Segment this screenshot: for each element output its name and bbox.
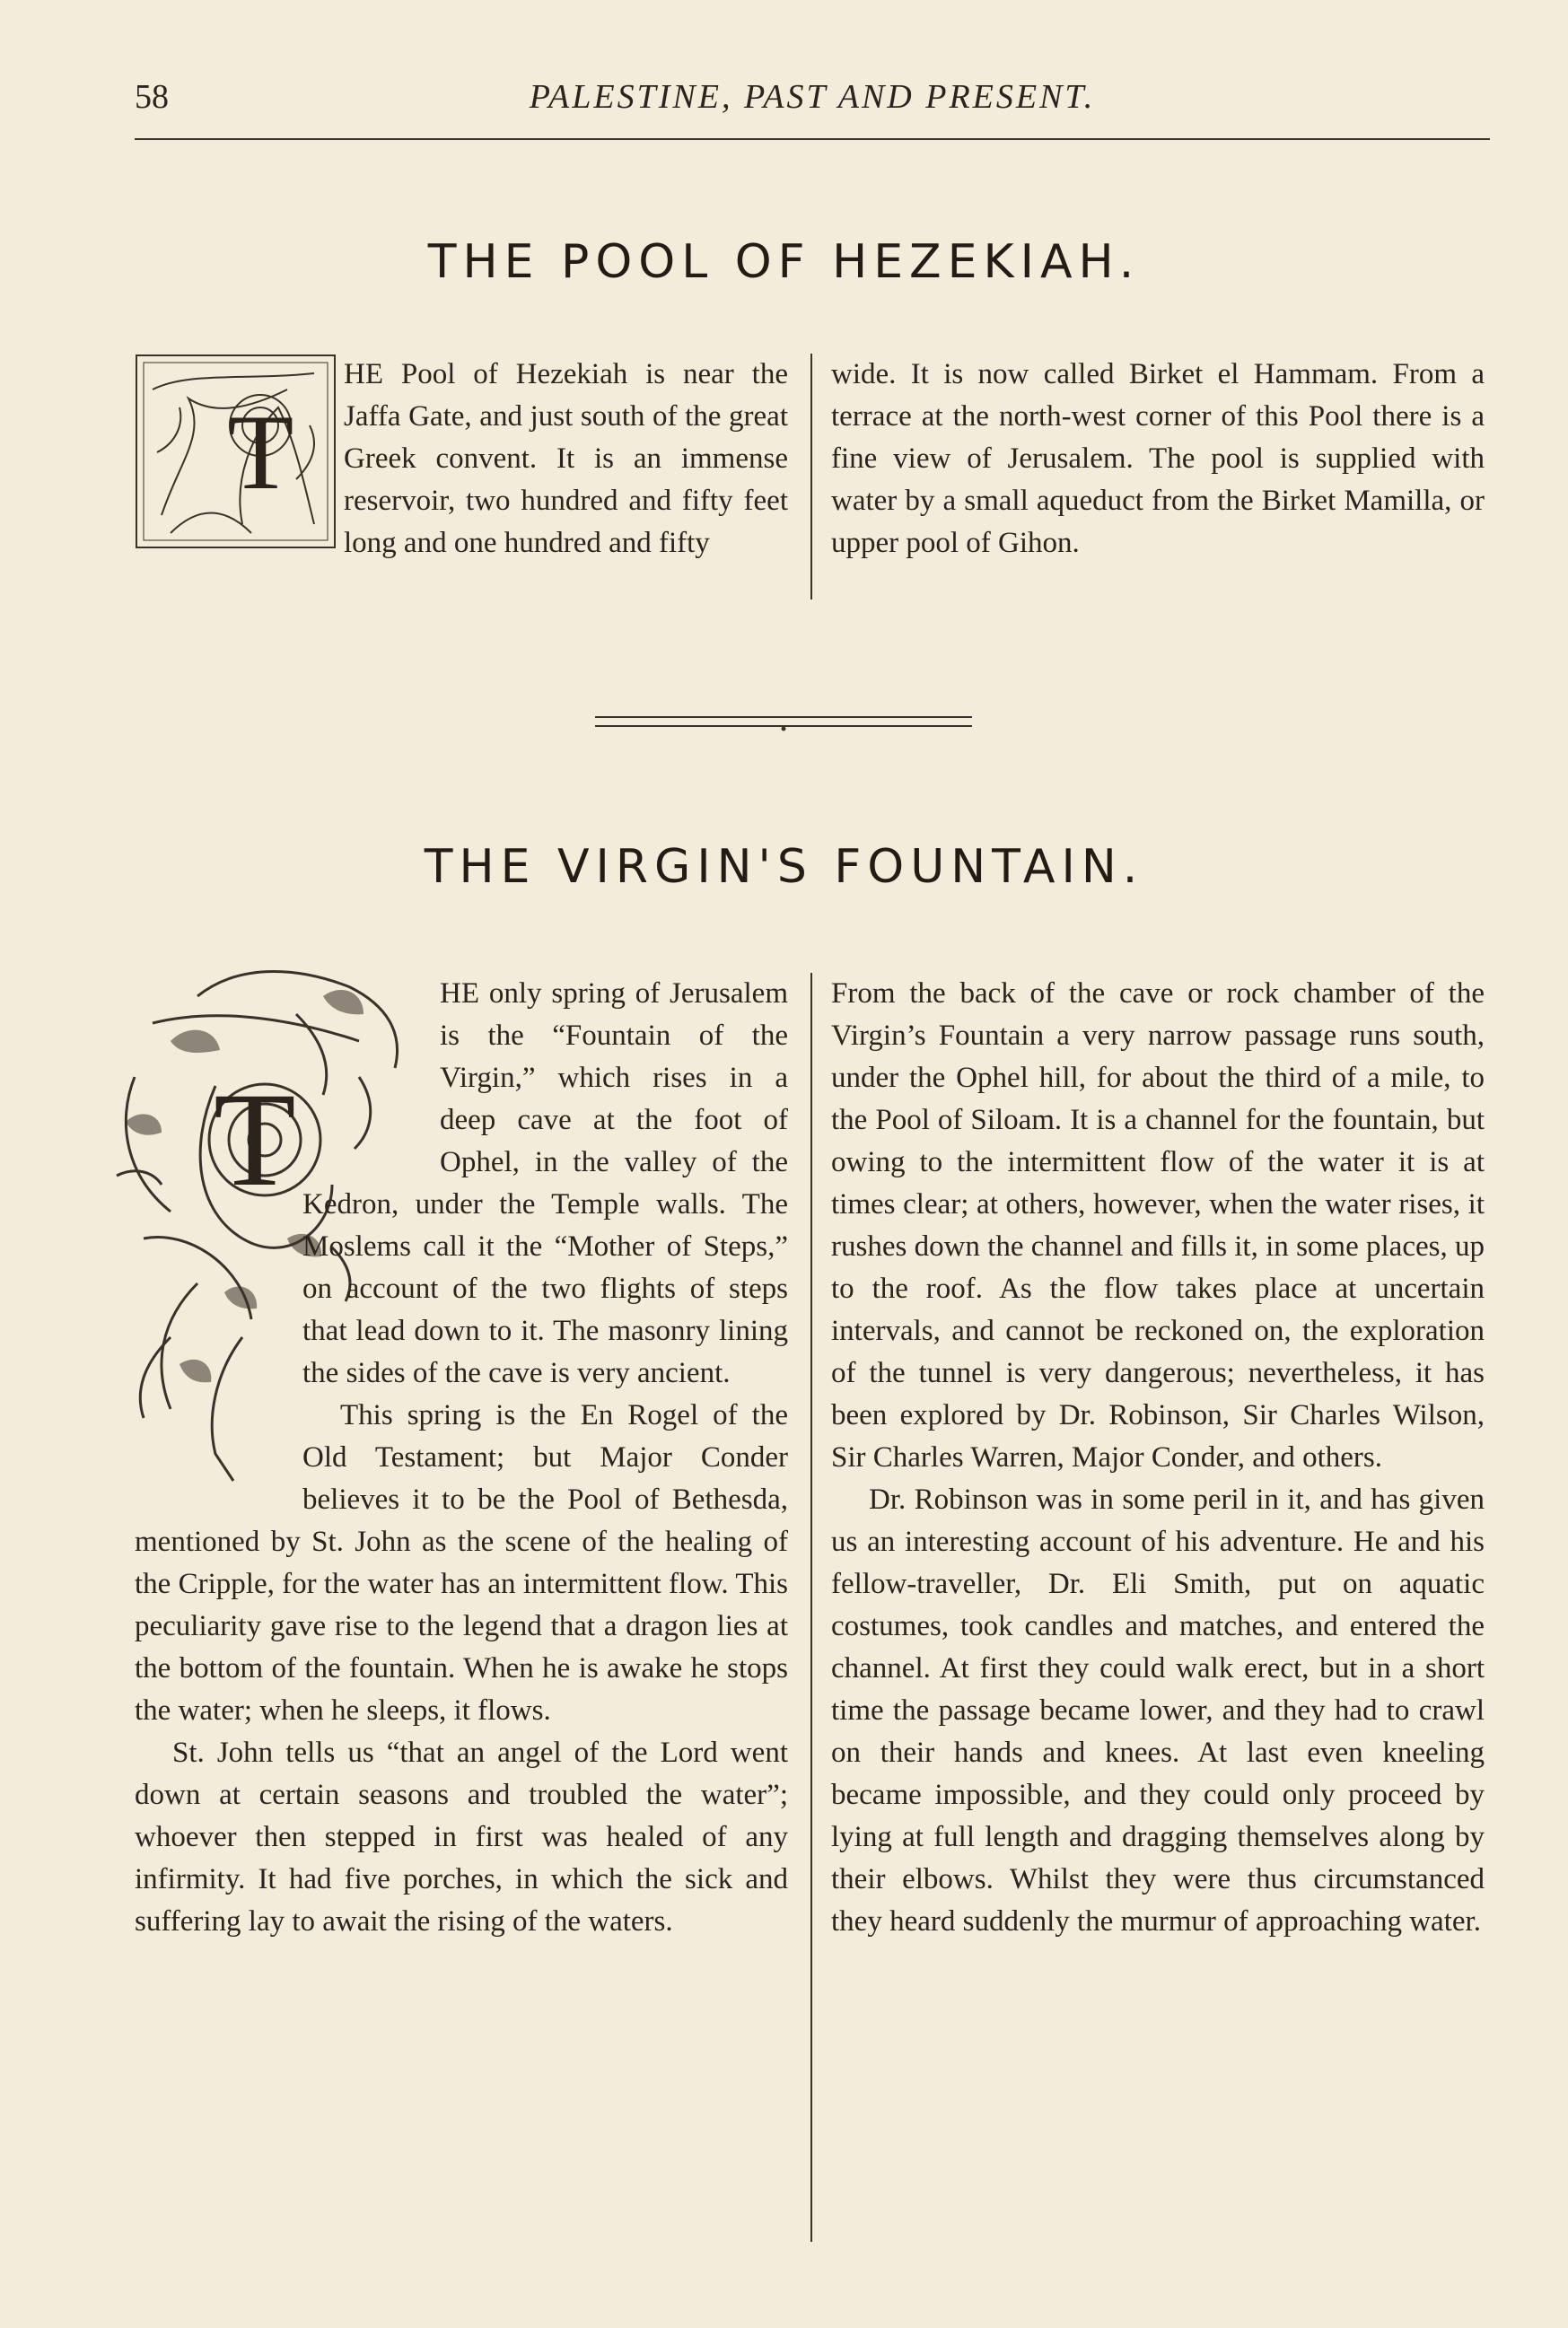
section1-left-column (135, 354, 788, 564)
initial-letter: T (214, 1065, 296, 1214)
paragraph: wide. It is now called Birket el Hammam. From a terrace at the north-west corner of this Pool there is a fine view of Jerusalem. The pool is supplied with water by a small aqueduct from the Birket Mamilla, or upper pool of Gihon. (831, 358, 1485, 559)
section1-right-column (831, 354, 1485, 564)
paragraph: HE only spring of Jerusalem is the “Fountain of the Virgin,” which rises in a deep cave at the foot of Ophel, in the valley of the Kedron, under the Temple walls. The Moslems call it the “Mother of Steps,” on account of the two flights of steps that lead down to it. The masonry lining the sides of the cave is very ancient. (302, 977, 788, 1389)
running-head: PALESTINE, PAST AND PRESENT. (529, 78, 1096, 116)
paragraph: St. John tells us “that an angel of the Lord went down at certain seasons and troubled the water”; whoever then stepped in first was healed of any infirmity. It had five porches, in which the sick and suffering lay to await the rising of the waters. (135, 1737, 788, 1938)
section-title-pool-of-hezekiah: THE POOL OF HEZEKIAH. (427, 235, 1141, 289)
page-header (135, 77, 1490, 122)
paragraph: This spring is the En Rogel of the Old Testament; but Major Conder believes it to be the Pool of Bethesda, mentioned by St. John as the scene of the healing of the Cripple, for the water has an intermittent flow. This peculiarity gave rise to the legend that a dragon lies at the bottom of the fountain. When he is awake he stops the water; when he sleeps, it flows. (135, 1399, 788, 1727)
column-rule (810, 354, 812, 600)
paragraph: Dr. Robinson was in some peril in it, and has given us an interesting account of his adventure. He and his fellow-traveller, Dr. Eli Smith, put on aquatic costumes, took candles and matches, and entered the channel. At first they could walk erect, but in a short time the passage became lower, and they had to crawl on their hands and knees. At last even kneeling became impossible, and they could only proceed by lying at full length and dragging themselves along by their elbows. Whilst they were thus circumstanced they heard suddenly the murmur of approaching water. (831, 1483, 1485, 1938)
section2-left-column (135, 973, 788, 1943)
decorated-initial-t-icon (135, 354, 337, 549)
section-title-virgins-fountain: THE VIRGIN'S FOUNTAIN. (424, 840, 1144, 894)
section2-right-column (831, 973, 1485, 1943)
header-rule (135, 138, 1490, 140)
initial-letter: T (228, 392, 294, 512)
divider-ornament-icon (780, 725, 787, 732)
paragraph: HE Pool of Hezekiah is near the Jaffa Gate, and just south of the great Greek convent. It is an immense reservoir, two hundred and fifty feet long and one hundred and fifty (344, 358, 788, 559)
page-number: 58 (135, 78, 169, 116)
column-rule (810, 973, 812, 2242)
paragraph: From the back of the cave or rock chamber of the Virgin’s Fountain a very narrow passage runs south, under the Ophel hill, for about the third of a mile, to the Pool of Siloam. It is a channel for the fountain, but owing to the intermittent flow of the water it is at times clear; at others, however, when the water rises, it rushes down the channel and fills it, in some places, up to the roof. As the flow takes place at uncertain intervals, and cannot be reckoned on, the exploration of the tunnel is very dangerous; nevertheless, it has been explored by Dr. Robinson, Sir Charles Wilson, Sir Charles Warren, Major Conder, and others. (831, 977, 1485, 1474)
